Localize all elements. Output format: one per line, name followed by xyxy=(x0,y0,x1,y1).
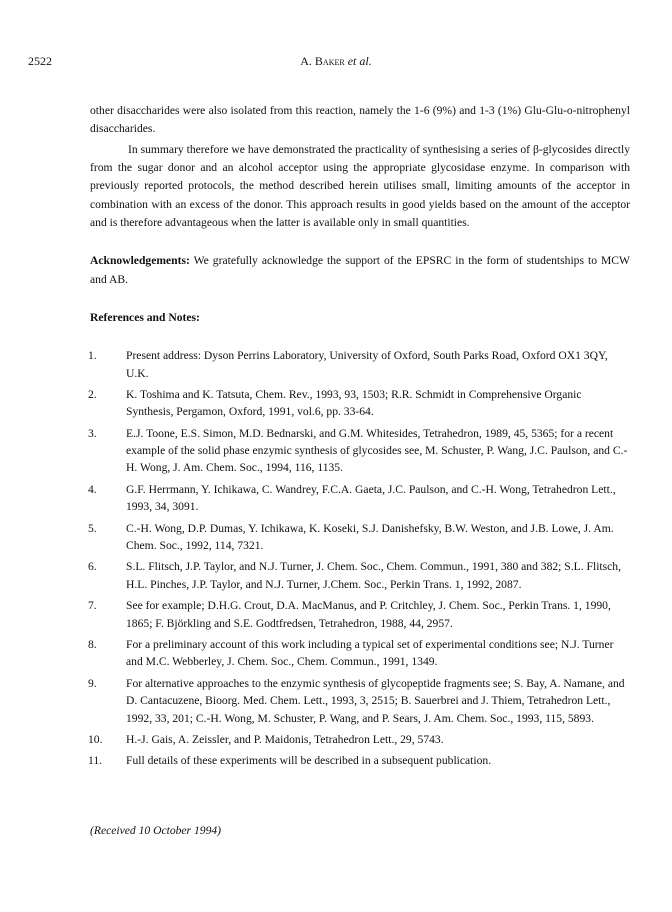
reference-text: Present address: Dyson Perrins Laboratory, University of Oxford, South Parks Road, Oxford OX1 3QY, U.K. xyxy=(126,349,608,380)
reference-number: 11. xyxy=(88,754,103,768)
running-head-et-al: et al. xyxy=(347,54,372,68)
reference-number: 1. xyxy=(88,349,97,363)
reference-text: Full details of these experiments will be described in a subsequent publication. xyxy=(126,754,492,768)
reference-item xyxy=(90,558,630,593)
reference-text: H.-J. Gais, A. Zeissler, and P. Maidonis, Tetrahedron Lett., 29, 5743. xyxy=(126,732,444,746)
page-number: 2522 xyxy=(28,54,52,68)
reference-number: 4. xyxy=(88,482,97,496)
reference-number: 10. xyxy=(88,732,103,746)
reference-item xyxy=(90,752,630,769)
reference-item xyxy=(90,520,630,555)
reference-number: 8. xyxy=(88,637,97,651)
reference-item xyxy=(90,731,630,748)
reference-item xyxy=(90,597,630,632)
reference-item xyxy=(90,481,630,516)
acknowledgements xyxy=(90,252,630,289)
reference-text: For a preliminary account of this work including a typical set of experimental conditions see; N.J. Turner and M.C. Webberley, J. Chem. Soc., Chem. Commun., 1991, 1349. xyxy=(126,637,614,669)
acknowledgements-text: We gratefully acknowledge the support of the EPSRC in the form of studentships to MCW and AB. xyxy=(90,254,630,286)
references-heading: References and Notes: xyxy=(90,310,200,324)
reference-number: 6. xyxy=(88,560,97,574)
reference-text: C.-H. Wong, D.P. Dumas, Y. Ichikawa, K. Koseki, S.J. Danishefsky, B.W. Weston, and J.B. Lowe, J. Am. Chem. Soc., 1992, 114, 7321. xyxy=(126,521,614,553)
reference-text: S.L. Flitsch, J.P. Taylor, and N.J. Turner, J. Chem. Soc., Chem. Commun., 1991, 380 and 382; S.L. Flitsch, H.L. Pinches, J.P. Taylor, and N.J. Turner, J.Chem. Soc., Perkin Trans. 1, 1992, 2087. xyxy=(126,560,621,591)
running-head xyxy=(0,52,672,71)
reference-item xyxy=(90,347,630,382)
paragraph-summary: In summary therefore we have demonstrated the practicality of synthesising a series of β-glycosides directly from the sugar donor and an alcohol acceptor using the appropriate glycosidase enzyme. In comparison with previously reported protocols, the method described herein utilises small, limiting amounts of the acceptor in combination with an excess of the donor. This approach results in good yields based on the amount of the acceptor and is therefore advantageous when the latter is available only in small quantities. xyxy=(90,142,630,229)
reference-number: 7. xyxy=(88,599,97,613)
reference-number: 5. xyxy=(88,521,97,535)
reference-number: 9. xyxy=(88,676,97,690)
acknowledgements-heading: Acknowledgements: xyxy=(90,254,190,268)
paragraph-continued: other disaccharides were also isolated from this reaction, namely the 1-6 (9%) and 1-3 (1%) Glu-Glu-o-nitrophenyl disaccharides. xyxy=(90,104,630,136)
reference-text: E.J. Toone, E.S. Simon, M.D. Bednarski, and G.M. Whitesides, Tetrahedron, 1989, 45, 5365; for a recent example of the solid phase enzymic synthesis of glycosides see, M. Schuster, P. Wang, J.C. Paulson, and C.-H. Wong, J. Am. Chem. Soc., 1994, 116, 1135. xyxy=(126,426,628,475)
reference-number: 2. xyxy=(88,387,97,401)
received-date xyxy=(90,822,221,840)
article-body xyxy=(90,102,630,774)
reference-item xyxy=(90,636,630,671)
running-head-author: A. Baker xyxy=(300,54,345,68)
reference-text: For alternative approaches to the enzymic synthesis of glycopeptide fragments see; S. Bay, A. Namane, and D. Cantacuzene, Bioorg. Med. Chem. Lett., 1993, 3, 2515; B. Sauerbrei and J. Thiem, Tetrahedron Lett., 1992, 33, 201; C.-H. Wong, M. Schuster, P. Wang, and P. Sears, J. Am. Chem. Soc., 1993, 115, 5893. xyxy=(126,676,625,725)
reference-item xyxy=(90,386,630,421)
reference-text: G.F. Herrmann, Y. Ichikawa, C. Wandrey, F.C.A. Gaeta, J.C. Paulson, and C.-H. Wong, Tetrahedron Lett., 1993, 34, 3091. xyxy=(126,482,616,514)
reference-text: K. Toshima and K. Tatsuta, Chem. Rev., 1993, 93, 1503; R.R. Schmidt in Comprehensive Organic Synthesis, Pergamon, Oxford, 1991, vol.6, pp. 33-64. xyxy=(126,387,582,419)
received-date-text: (Received 10 October 1994) xyxy=(90,824,222,837)
reference-text: See for example; D.H.G. Crout, D.A. MacManus, and P. Critchley, J. Chem. Soc., Perkin Trans. 1, 1990, 1865; F. Björkling and S.E. Godtfredsen, Tetrahedron, 1988, 44, 2957. xyxy=(126,599,611,630)
reference-list xyxy=(90,347,630,770)
reference-number: 3. xyxy=(88,426,97,440)
reference-item xyxy=(90,425,630,477)
reference-item xyxy=(90,675,630,727)
